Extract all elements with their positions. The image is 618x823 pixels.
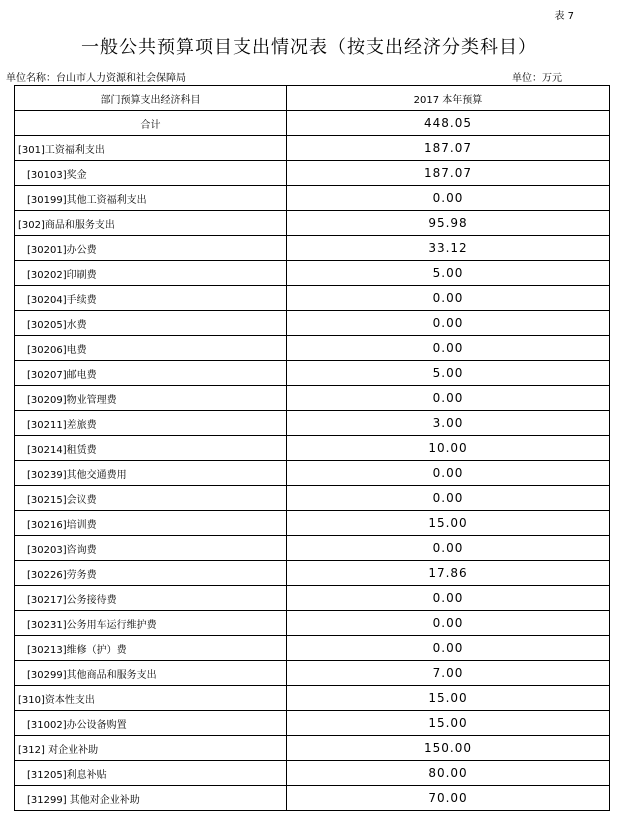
row-amount: 10.00 [287, 436, 610, 461]
table-row [15, 711, 610, 736]
row-amount: 3.00 [287, 411, 610, 436]
row-amount: 17.86 [287, 561, 610, 586]
row-label: [30103]奖金 [15, 161, 287, 186]
row-label: [30202]印刷费 [15, 261, 287, 286]
row-amount: 0.00 [287, 611, 610, 636]
table-row [15, 761, 610, 786]
table-row [15, 386, 610, 411]
row-label: [31205]利息补贴 [15, 761, 287, 786]
total-label: 合计 [15, 111, 287, 136]
table-row [15, 286, 610, 311]
row-amount: 0.00 [287, 636, 610, 661]
row-label: [30217]公务接待费 [15, 586, 287, 611]
table-row [15, 536, 610, 561]
row-label: [31299] 其他对企业补助 [15, 786, 287, 811]
row-amount: 0.00 [287, 461, 610, 486]
row-label: [31002]办公设备购置 [15, 711, 287, 736]
row-amount: 0.00 [287, 486, 610, 511]
row-label: [30205]水费 [15, 311, 287, 336]
row-label: [30226]劳务费 [15, 561, 287, 586]
header-category: 部门预算支出经济科目 [15, 86, 287, 111]
table-row [15, 236, 610, 261]
row-amount: 0.00 [287, 336, 610, 361]
row-amount: 0.00 [287, 186, 610, 211]
table-row [15, 311, 610, 336]
table-row [15, 361, 610, 386]
row-amount: 95.98 [287, 211, 610, 236]
table-row [15, 611, 610, 636]
row-amount: 15.00 [287, 686, 610, 711]
table-row [15, 161, 610, 186]
row-label: [30215]会议费 [15, 486, 287, 511]
table-row [15, 461, 610, 486]
row-label: [30207]邮电费 [15, 361, 287, 386]
row-label: [30211]差旅费 [15, 411, 287, 436]
budget-table [14, 85, 610, 811]
table-row [15, 511, 610, 536]
row-label: [310]资本性支出 [15, 686, 287, 711]
table-row [15, 411, 610, 436]
row-amount: 187.07 [287, 136, 610, 161]
table-row [15, 586, 610, 611]
row-amount: 0.00 [287, 536, 610, 561]
table-row [15, 661, 610, 686]
total-row [15, 111, 610, 136]
row-amount: 80.00 [287, 761, 610, 786]
row-label: [30214]租赁费 [15, 436, 287, 461]
header-row [15, 86, 610, 111]
row-label: [30216]培训费 [15, 511, 287, 536]
row-amount: 15.00 [287, 711, 610, 736]
page-title: 一般公共预算项目支出情况表（按支出经济分类科目） [81, 37, 537, 58]
header-budget: 2017 本年预算 [287, 86, 610, 111]
row-label: [30231]公务用车运行维护费 [15, 611, 287, 636]
row-label: [30239]其他交通费用 [15, 461, 287, 486]
table-row [15, 636, 610, 661]
table-row [15, 486, 610, 511]
row-label: [30213]维修（护）费 [15, 636, 287, 661]
table-row [15, 786, 610, 811]
row-label: [30199]其他工资福利支出 [15, 186, 287, 211]
row-amount: 0.00 [287, 586, 610, 611]
row-amount: 150.00 [287, 736, 610, 761]
row-amount: 7.00 [287, 661, 610, 686]
total-amount: 448.05 [287, 111, 610, 136]
table-row [15, 186, 610, 211]
table-number: 表 7 [554, 11, 574, 22]
unit-name: 单位名称：台山市人力资源和社会保障局 [6, 73, 186, 84]
row-amount: 0.00 [287, 386, 610, 411]
row-amount: 15.00 [287, 511, 610, 536]
unit-label: 单位：万元 [512, 73, 562, 84]
row-label: [302]商品和服务支出 [15, 211, 287, 236]
row-label: [30201]办公费 [15, 236, 287, 261]
row-amount: 0.00 [287, 311, 610, 336]
table-row [15, 261, 610, 286]
row-label: [30203]咨询费 [15, 536, 287, 561]
row-amount: 33.12 [287, 236, 610, 261]
table-row [15, 561, 610, 586]
row-amount: 187.07 [287, 161, 610, 186]
table-row [15, 686, 610, 711]
row-label: [30204]手续费 [15, 286, 287, 311]
row-amount: 5.00 [287, 361, 610, 386]
row-amount: 5.00 [287, 261, 610, 286]
row-amount: 0.00 [287, 286, 610, 311]
table-row [15, 336, 610, 361]
row-label: [301]工资福利支出 [15, 136, 287, 161]
row-label: [30206]电费 [15, 336, 287, 361]
row-amount: 70.00 [287, 786, 610, 811]
table-row [15, 136, 610, 161]
row-label: [30299]其他商品和服务支出 [15, 661, 287, 686]
table-row [15, 736, 610, 761]
table-row [15, 436, 610, 461]
table-row [15, 211, 610, 236]
row-label: [30209]物业管理费 [15, 386, 287, 411]
row-label: [312] 对企业补助 [15, 736, 287, 761]
